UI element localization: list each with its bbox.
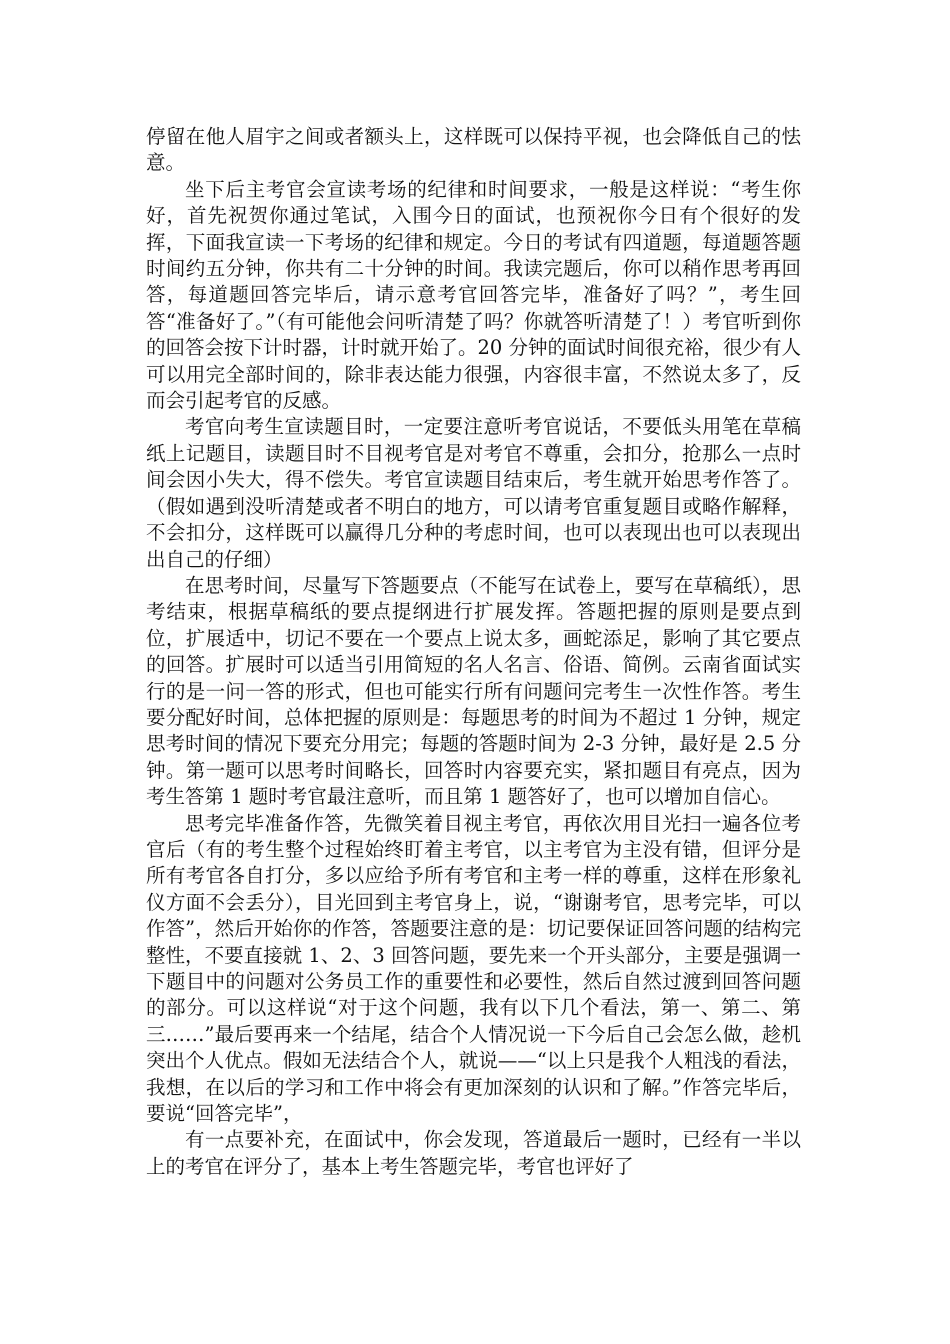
paragraph-4: 在思考时间，尽量写下答题要点（不能写在试卷上，要写在草稿纸），思考结束，根据草稿纸的要点提纲进行扩展发挥。答题把握的原则是要点到位，扩展适中，切记不要在一个要点上说太多，画蛇添足，影响了其它要点的回答。扩展时可以适当引用简短的名人名言、俗语、简例。云南省面试实行的是一问一答的形式，但也可能实行所有问题问完考生一次性作答。考生要分配好时间，总体把握的原则是：每题思考的时间为不超过 1 分钟，规定思考时间的情况下要充分用完；每题的答题时间为 2-3 分钟，最好是 2.5 分钟。第一题可以思考时间略长，回答时内容要充实，紧扣题目有亮点，因为考生答第 1 题时考官最注意听，而且第 1 题答好了，也可以增加自信心。 (146, 573, 801, 809)
paragraph-5: 思考完毕准备作答，先微笑着目视主考官，再依次用目光扫一遍各位考官后（有的考生整个过程始终盯着主考官，以主考官为主没有错，但评分是所有考官各自打分，多以应给予所有考官和主考一样的尊重，这样在形象礼仪方面不会丢分），目光回到主考官身上，说，“谢谢考官，思考完毕，可以作答”，然后开始你的作答，答题要注意的是：切记要保证回答问题的结构完整性，不要直接就 1、2、3 回答问题，要先来一个开头部分，主要是强调一下题目中的问题对公务员工作的重要性和必要性，然后自然过渡到回答问题的部分。可以这样说“对于这个问题，我有以下几个看法，第一、第二、第三……”最后要再来一个结尾，结合个人情况说一下今后自己会怎么做，趁机突出个人优点。假如无法结合个人，就说——“以上只是我个人粗浅的看法，我想，在以后的学习和工作中将会有更加深刻的认识和了解。”作答完毕后，要说“回答完毕”， (146, 811, 801, 1126)
document-body (146, 124, 801, 1180)
paragraph-6: 有一点要补充，在面试中，你会发现，答道最后一题时，已经有一半以上的考官在评分了，基本上考生答题完毕，考官也评好了 (146, 1128, 801, 1178)
paragraph-1: 停留在他人眉宇之间或者额头上，这样既可以保持平视，也会降低自己的怯意。 (146, 125, 801, 175)
paragraph-3: 考官向考生宣读题目时，一定要注意听考官说话，不要低头用笔在草稿纸上记题目，读题目时不目视考官是对考官不尊重，会扣分，抢那么一点时间会因小失大，得不偿失。考官宣读题目结束后，考生就开始思考作答了。（假如遇到没听清楚或者不明白的地方，可以请考官重复题目或略作解释，不会扣分，这样既可以赢得几分种的考虑时间，也可以表现出也可以表现出出自己的仔细） (146, 415, 801, 571)
paragraph-2: 坐下后主考官会宣读考场的纪律和时间要求，一般是这样说：“考生你好，首先祝贺你通过笔试，入围今日的面试，也预祝你今日有个很好的发挥，下面我宣读一下考场的纪律和规定。今日的考试有四道题，每道题答题时间约五分钟，你共有二十分钟的时间。我读完题后，你可以稍作思考再回答，每道题回答完毕后，请示意考官回答完毕，准备好了吗？”，考生回答“准备好了。”（有可能他会问听清楚了吗？你就答听清楚了！）考官听到你的回答会按下计时器，计时就开始了。20 分钟的面试时间很充裕，很少有人可以用完全部时间的，除非表达能力很强，内容很丰富，不然说太多了，反而会引起考官的反感。 (146, 177, 802, 413)
